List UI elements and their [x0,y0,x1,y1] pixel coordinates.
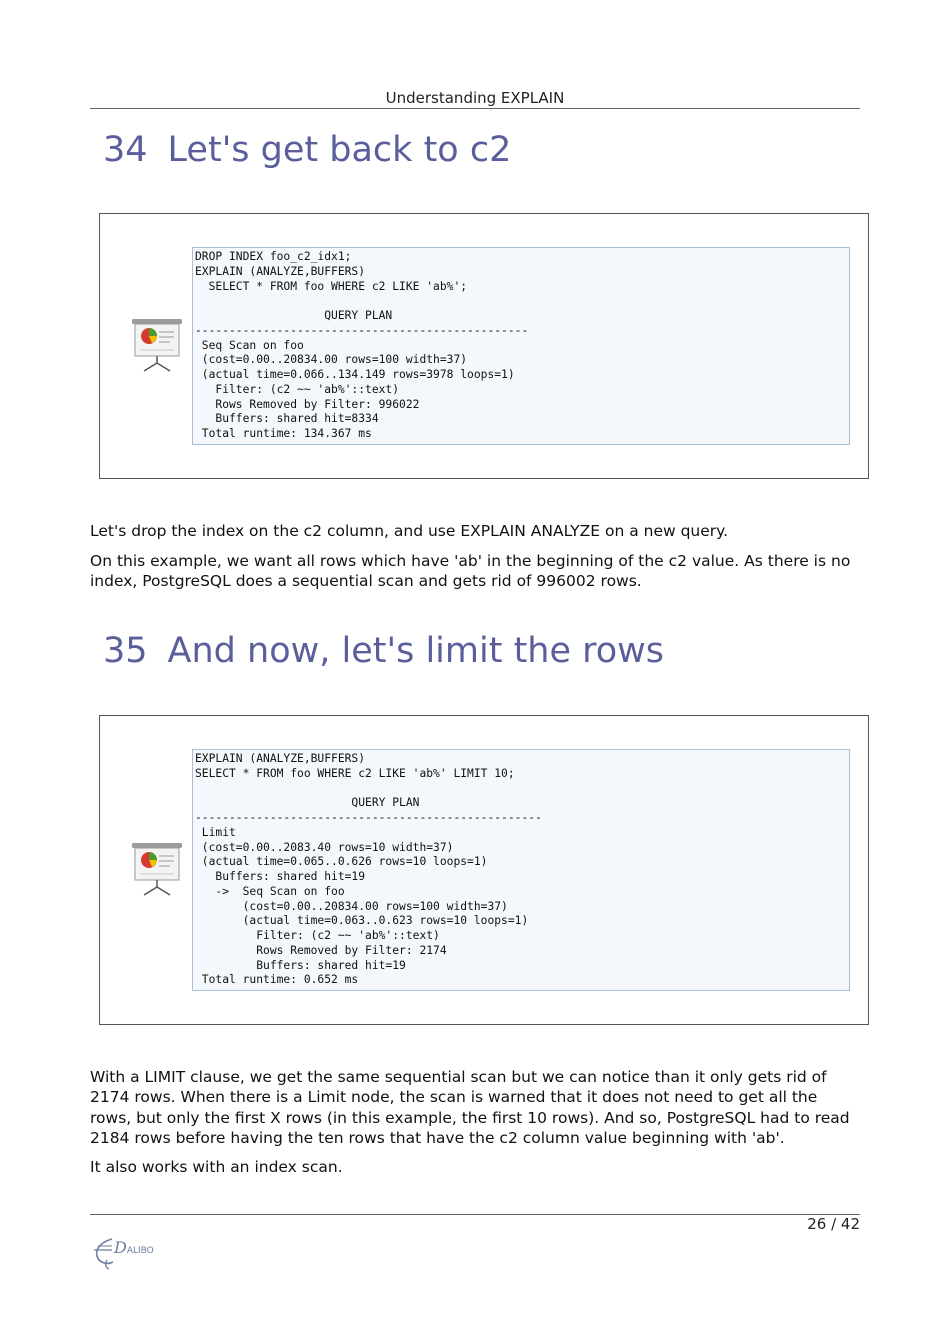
slide-frame-34 [99,213,869,479]
section-number: 34 [103,130,148,170]
code-block-34: DROP INDEX foo_c2_idx1; EXPLAIN (ANALYZE,BUFFERS) SELECT * FROM foo WHERE c2 LIKE 'ab%'; QUERY PLAN ------------------------------------------------- Seq Scan on foo (cost=0.00..20834.00 rows=100 width=37) (actual time=0.066..134.149 rows=3978 loops=1) Filter: (c2 ~~ 'ab%'::text) Rows Removed by Filter: 996022 Buffers: shared hit=8334 Total runtime: 134.367 ms [192,247,850,445]
running-header: Understanding EXPLAIN [385,89,565,107]
header-divider [90,108,860,109]
paragraph: Let's drop the index on the c2 column, and use EXPLAIN ANALYZE on a new query. [90,522,729,540]
dalibo-logo [92,1234,164,1270]
section-number: 35 [103,631,148,671]
section-35-title [103,631,664,671]
presentation-board-icon [130,317,184,373]
logo-text: DALIBO [114,1238,154,1257]
paragraph: With a LIMIT clause, we get the same sequential scan but we can notice than it only gets rid of 2174 rows. When there is a Limit node, the scan is warned that it does not need to get all the rows, but only the first X rows (in this example, the first 10 rows). And so, PostgreSQL had to read 2184 rows before having the ten rows that have the c2 column value beginning with 'ab'. [90,1068,850,1147]
page-number: 26 / 42 [807,1215,860,1233]
section-heading-text: And now, let's limit the rows [167,631,665,671]
footer-divider [90,1214,860,1215]
paragraph: On this example, we want all rows which have 'ab' in the beginning of the c2 value. As there is no index, PostgreSQL does a sequential scan and gets rid of 996002 rows. [90,552,851,591]
slide-frame-35 [99,715,869,1025]
code-block-35: EXPLAIN (ANALYZE,BUFFERS) SELECT * FROM foo WHERE c2 LIKE 'ab%' LIMIT 10; QUERY PLAN --------------------------------------------------- Limit (cost=0.00..2083.40 rows=10 width=37) (actual time=0.065..0.626 rows=10 loops=1) Buffers: shared hit=19 -> Seq Scan on foo (cost=0.00..20834.00 rows=100 width=37) (actual time=0.063..0.623 rows=10 loops=1) Filter: (c2 ~~ 'ab%'::text) Rows Removed by Filter: 2174 Buffers: shared hit=19 Total runtime: 0.652 ms [192,749,850,991]
paragraph: It also works with an index scan. [90,1158,343,1176]
section-heading-text: Let's get back to c2 [167,130,512,170]
presentation-board-icon [130,841,184,897]
section-34-title [103,130,511,170]
